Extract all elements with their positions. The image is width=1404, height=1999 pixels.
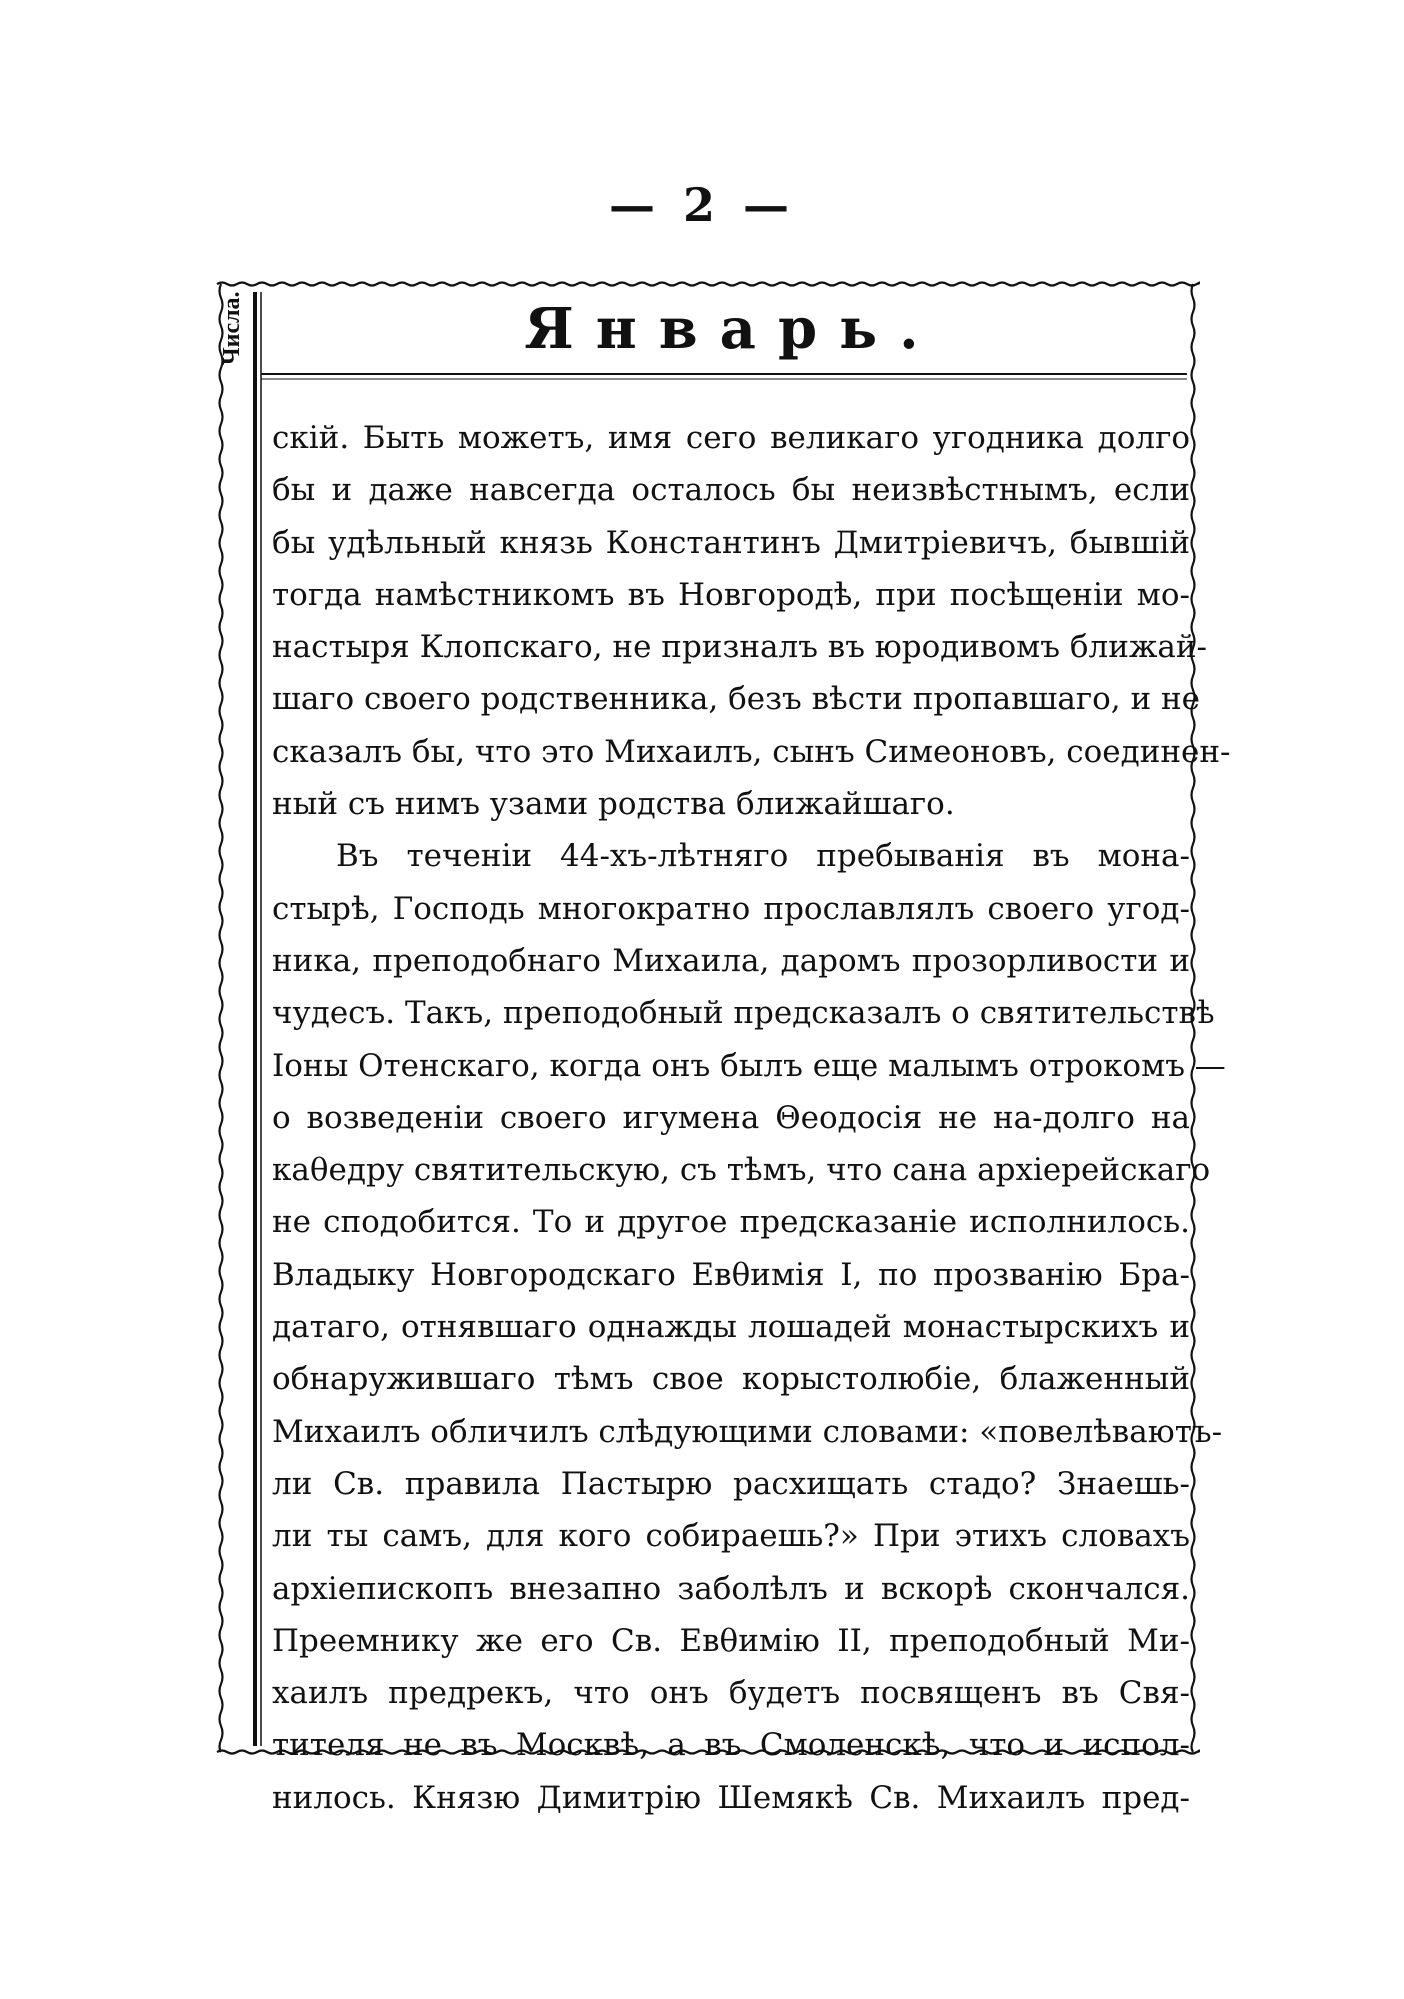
text-line: Въ теченіи 44-хъ-лѣтняго пребыванія въ мона-: [336, 838, 1190, 875]
text-line: стырѣ, Господь многократно прославлялъ своего угод-: [272, 890, 1190, 927]
text-line: Михаилъ обличилъ слѣдующими словами: «повелѣваютъ-: [272, 1413, 1223, 1450]
page-number: — 2 —: [608, 178, 796, 232]
text-line: тителя не въ Москвѣ, а въ Смоленскѣ, что и испол-: [272, 1727, 1190, 1764]
text-line: архіепископъ внезапно заболѣлъ и вскорѣ скончался.: [272, 1570, 1190, 1607]
text-line: о возведеніи своего игумена Θеодосія не на-долго на: [272, 1099, 1190, 1136]
text-line: датаго, отнявшаго однажды лошадей монастырскихъ и: [272, 1309, 1190, 1346]
column-label: Числа.: [219, 291, 245, 365]
text-line: ли ты самъ, для кого собираешь?» При этихъ словахъ: [272, 1518, 1190, 1555]
page-frame: [215, 278, 1231, 1816]
text-line: бы удѣльный князь Константинъ Дмитріевичъ, бывшій: [272, 524, 1190, 561]
text-line: бы и даже навсегда осталось бы неизвѣстнымъ, если: [272, 472, 1190, 509]
text-line: нилось. Князю Димитрію Шемякѣ Св. Михаилъ пред-: [272, 1779, 1190, 1816]
text-line: чудесъ. Такъ, преподобный предсказалъ о святительствѣ: [272, 995, 1215, 1032]
body-text: [272, 412, 1231, 1824]
text-line: шаго своего родственника, безъ вѣсти пропавшаго, и не: [272, 681, 1200, 718]
text-line: обнаружившаго тѣмъ свое корыстолюбіе, блаженный: [272, 1361, 1190, 1398]
text-line: скій. Быть можетъ, имя сего великаго угодника долго: [272, 420, 1190, 456]
text-line: настыря Клопскаго, не призналъ въ юродивомъ ближай-: [272, 629, 1208, 666]
text-line: тогда намѣстникомъ въ Новгородѣ, при посѣщеніи мо-: [272, 576, 1190, 613]
text-line: ника, преподобнаго Михаила, даромъ прозорливости и: [272, 942, 1190, 979]
text-line: каθедру святительскую, съ тѣмъ, что сана архіерейскаго: [272, 1152, 1211, 1189]
text-line: сказалъ бы, что это Михаилъ, сынъ Симеоновъ, соединен-: [272, 733, 1231, 770]
month-title: Январь.: [524, 296, 941, 362]
text-line: Іоны Отенскаго, когда онъ былъ еще малымъ отрокомъ —: [272, 1047, 1226, 1084]
text-line: не сподобится. То и другое предсказаніе исполнилось.: [272, 1204, 1190, 1241]
text-line: ли Св. правила Пастырю расхищать стадо? Знаешь-: [272, 1465, 1190, 1502]
text-line: ный съ нимъ узами родства ближайшаго.: [272, 786, 955, 823]
text-line: Владыку Новгородскаго Евθимія I, по прозванію Бра-: [272, 1256, 1190, 1293]
text-line: Преемнику же его Св. Евθимію II, преподобный Ми-: [272, 1622, 1190, 1659]
text-line: хаилъ предрекъ, что онъ будетъ посвященъ въ Свя-: [272, 1675, 1190, 1712]
